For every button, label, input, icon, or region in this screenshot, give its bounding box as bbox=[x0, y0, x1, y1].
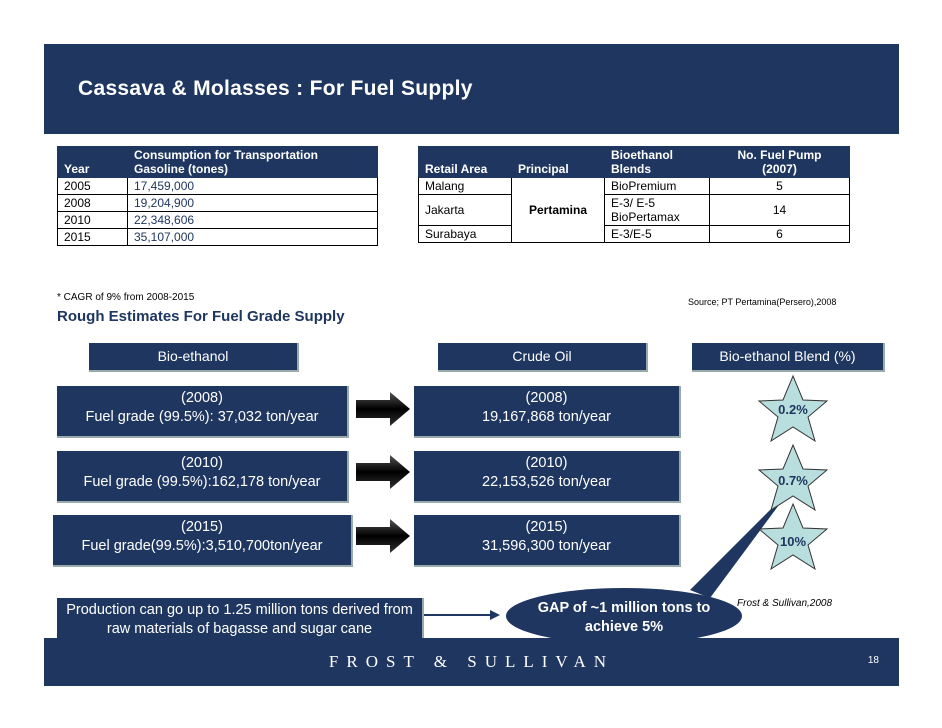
table-cell: 5 bbox=[710, 178, 850, 195]
table-cell: 2005 bbox=[58, 178, 128, 195]
gap-callout-text: GAP of ~1 million tons to achieve 5% bbox=[537, 600, 711, 635]
table-header-year: Year bbox=[58, 147, 128, 178]
arrow-right-icon bbox=[356, 455, 410, 489]
blend-2010-label: 0.7% bbox=[778, 473, 808, 488]
arrow-right-icon bbox=[356, 519, 410, 553]
table-header-retail-area: Retail Area bbox=[419, 147, 512, 178]
table-cell: BioPremium bbox=[605, 178, 710, 195]
production-note: Production can go up to 1.25 million tons derived from raw materials of bagasse and sugar cane bbox=[57, 598, 424, 643]
table-cell: 2015 bbox=[58, 229, 128, 246]
cagr-footnote: * CAGR of 9% from 2008-2015 bbox=[57, 292, 195, 303]
table-cell: Jakarta bbox=[419, 195, 512, 226]
crude-year: (2010) bbox=[525, 455, 568, 471]
bioethanol-year: (2015) bbox=[181, 519, 223, 535]
bioethanol-header: Bio-ethanol bbox=[89, 343, 299, 372]
bioethanol-year: (2008) bbox=[181, 390, 223, 406]
table-cell: E-3/E-5 bbox=[605, 226, 710, 243]
brand-logo: FROST & SULLIVAN bbox=[328, 652, 615, 671]
footer-bar bbox=[44, 638, 899, 686]
page-title: Cassava & Molasses : For Fuel Supply bbox=[78, 77, 473, 100]
table-cell: 17,459,000 bbox=[128, 178, 378, 195]
blend-2015-label: 10% bbox=[779, 534, 807, 549]
table-cell: 6 bbox=[710, 226, 850, 243]
page-number: 18 bbox=[867, 655, 879, 666]
bioethanol-value: Fuel grade(99.5%):3,510,700ton/year bbox=[81, 538, 323, 554]
frost-source: Frost & Sullivan,2008 bbox=[737, 598, 833, 609]
table-cell: 35,107,000 bbox=[128, 229, 378, 246]
crude-value: 22,153,526 ton/year bbox=[482, 474, 611, 490]
table-cell: 2010 bbox=[58, 212, 128, 229]
table-cell: E-3/ E-5 BioPertamax bbox=[605, 195, 710, 226]
table-cell: 14 bbox=[710, 195, 850, 226]
blend-header: Bio-ethanol Blend (%) bbox=[692, 343, 885, 372]
principal-cell: Pertamina bbox=[512, 178, 605, 243]
blend-2008-label: 0.2% bbox=[778, 402, 808, 417]
crude-value: 31,596,300 ton/year bbox=[482, 538, 611, 554]
table-cell: 2008 bbox=[58, 195, 128, 212]
bioethanol-year: (2010) bbox=[181, 455, 223, 471]
bioethanol-value: Fuel grade (99.5%): 37,032 ton/year bbox=[85, 409, 319, 425]
crude-oil-header: Crude Oil bbox=[438, 343, 648, 372]
table-header-blends: Bioethanol Blends bbox=[605, 147, 710, 178]
arrow-right-icon bbox=[356, 392, 410, 426]
pertamina-source: Source; PT Pertamina(Persero),2008 bbox=[688, 297, 837, 307]
arrowhead-icon bbox=[490, 610, 500, 620]
table-cell: 19,204,900 bbox=[128, 195, 378, 212]
table-cell: Malang bbox=[419, 178, 512, 195]
crude-year: (2015) bbox=[525, 519, 568, 535]
section-title: Rough Estimates For Fuel Grade Supply bbox=[57, 308, 345, 325]
table-header-consumption: Consumption for Transportation Gasoline (tones) bbox=[128, 147, 378, 178]
table-cell: Surabaya bbox=[419, 226, 512, 243]
table-header-principal: Principal bbox=[512, 147, 605, 178]
crude-value: 19,167,868 ton/year bbox=[482, 409, 611, 425]
table-header-fuel-pump: No. Fuel Pump (2007) bbox=[710, 147, 850, 178]
crude-year: (2008) bbox=[525, 390, 568, 406]
table-cell: 22,348,606 bbox=[128, 212, 378, 229]
bioethanol-value: Fuel grade (99.5%):162,178 ton/year bbox=[83, 474, 321, 490]
